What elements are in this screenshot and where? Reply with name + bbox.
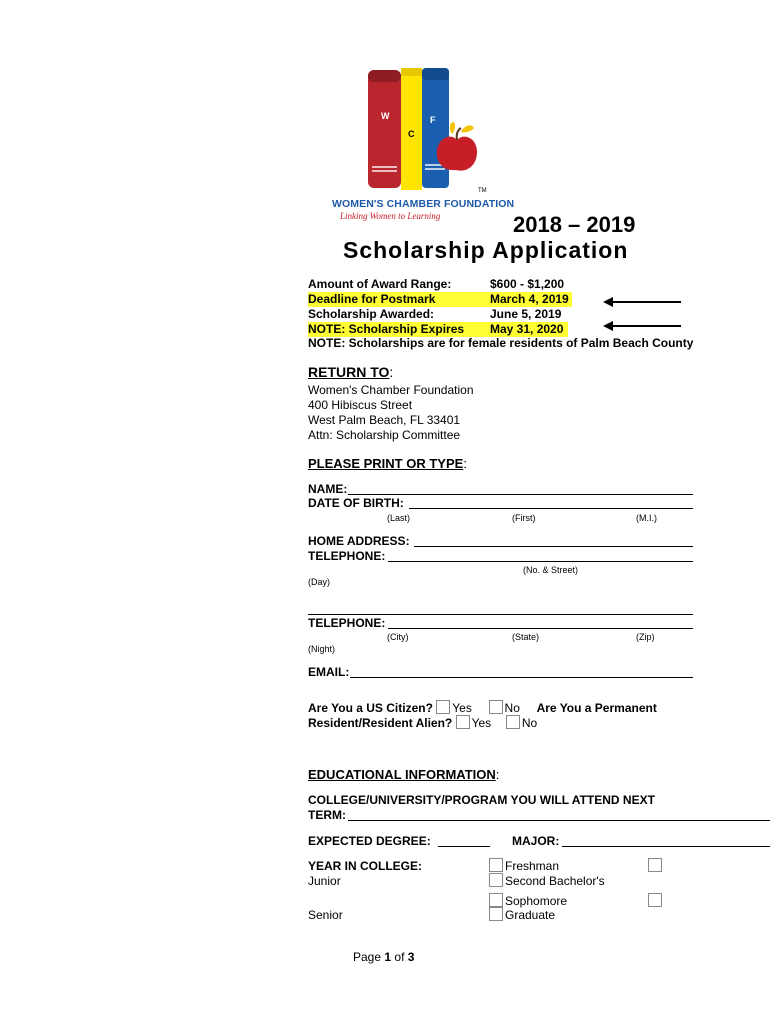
junior-checkbox[interactable] bbox=[648, 858, 662, 872]
second-bachelors-checkbox[interactable] bbox=[489, 873, 503, 887]
print-heading-colon: : bbox=[463, 456, 467, 471]
award-value: May 31, 2020 bbox=[490, 322, 564, 336]
year-option-freshman bbox=[489, 858, 559, 873]
award-label: Deadline for Postmark bbox=[308, 292, 436, 306]
year-option-sophomore bbox=[489, 893, 567, 908]
award-label: Amount of Award Range: bbox=[308, 277, 452, 291]
citizen-row bbox=[308, 700, 657, 715]
logo-org-name: WOMEN'S CHAMBER FOUNDATION bbox=[332, 198, 515, 210]
name-field[interactable] bbox=[348, 482, 693, 495]
telephone-day-label: TELEPHONE: bbox=[308, 549, 386, 563]
address-line: West Palm Beach, FL 33401 bbox=[308, 413, 461, 427]
award-label: Scholarship Awarded: bbox=[308, 307, 435, 321]
night-hint: (Night) bbox=[308, 644, 336, 654]
freshman-label: Freshman bbox=[505, 859, 560, 873]
degree-field[interactable] bbox=[438, 834, 490, 847]
print-heading bbox=[308, 456, 467, 471]
dob-field[interactable] bbox=[409, 496, 693, 509]
title-years: 2018 – 2019 bbox=[513, 212, 636, 237]
college-label: COLLEGE/UNIVERSITY/PROGRAM YOU WILL ATTEND NEXT bbox=[308, 793, 655, 807]
logo-letter-w: W bbox=[381, 111, 390, 121]
name-part-first: (First) bbox=[512, 513, 536, 523]
major-field[interactable] bbox=[562, 834, 770, 847]
arrow-left-icon bbox=[603, 297, 683, 307]
home-address-label: HOME ADDRESS: bbox=[308, 534, 410, 548]
second-bachelors-label: Second Bachelor's bbox=[505, 874, 605, 888]
city-state-zip-field[interactable] bbox=[308, 602, 693, 615]
resident-no-label: No bbox=[521, 716, 538, 730]
dob-label: DATE OF BIRTH: bbox=[308, 496, 404, 510]
citizen-no-label: No bbox=[504, 701, 520, 715]
resident-yes-label: Yes bbox=[471, 716, 492, 730]
award-info bbox=[308, 277, 588, 337]
year-senior: Senior bbox=[308, 908, 343, 922]
award-row bbox=[308, 307, 588, 322]
term-label: TERM: bbox=[308, 808, 346, 822]
zip-hint: (Zip) bbox=[636, 632, 655, 642]
address-line: 400 Hibiscus Street bbox=[308, 398, 413, 412]
no-street-hint: (No. & Street) bbox=[523, 565, 579, 575]
award-value: June 5, 2019 bbox=[490, 307, 562, 321]
award-row-highlighted bbox=[308, 292, 572, 307]
name-label: NAME: bbox=[308, 482, 348, 496]
trademark-mark: TM bbox=[478, 188, 487, 194]
name-part-mi: (M.I.) bbox=[636, 513, 657, 523]
education-heading-colon: : bbox=[495, 767, 500, 782]
name-part-last: (Last) bbox=[387, 513, 411, 523]
permanent-question-1: Are You a Permanent bbox=[536, 701, 657, 715]
email-label: EMAIL: bbox=[308, 665, 350, 679]
return-to-colon: : bbox=[389, 364, 394, 380]
award-value: $600 - $1,200 bbox=[490, 277, 565, 291]
sophomore-label: Sophomore bbox=[505, 894, 568, 908]
email-field[interactable] bbox=[350, 665, 693, 678]
arrow-left-icon bbox=[603, 321, 683, 331]
logo-letter-c: C bbox=[408, 129, 415, 139]
page-number bbox=[353, 950, 414, 964]
permanent-question-2: Resident/Resident Alien? bbox=[308, 716, 453, 730]
logo bbox=[330, 62, 520, 227]
home-address-field[interactable] bbox=[414, 534, 693, 547]
return-address bbox=[308, 383, 474, 443]
graduate-label: Graduate bbox=[505, 908, 556, 922]
college-field[interactable] bbox=[348, 808, 770, 821]
award-row-highlighted bbox=[308, 322, 568, 337]
city-hint: (City) bbox=[387, 632, 409, 642]
freshman-checkbox[interactable] bbox=[489, 858, 503, 872]
year-option-second-bachelors bbox=[489, 873, 605, 888]
resident-no-checkbox[interactable] bbox=[506, 715, 520, 729]
year-junior: Junior bbox=[308, 874, 341, 888]
logo-tagline: Linking Women to Learning bbox=[340, 211, 441, 221]
day-hint: (Day) bbox=[308, 577, 330, 587]
year-label: YEAR IN COLLEGE: bbox=[308, 859, 423, 873]
citizen-yes-label: Yes bbox=[452, 701, 472, 715]
education-heading bbox=[308, 767, 499, 782]
state-hint: (State) bbox=[512, 632, 540, 642]
resident-row bbox=[308, 715, 537, 730]
sophomore-checkbox[interactable] bbox=[489, 893, 503, 907]
senior-checkbox[interactable] bbox=[648, 893, 662, 907]
education-heading-label: EDUCATIONAL INFORMATION bbox=[308, 767, 496, 782]
of-word: of bbox=[394, 950, 405, 964]
books-apple-logo-graphic bbox=[330, 62, 520, 202]
degree-label: EXPECTED DEGREE: bbox=[308, 834, 431, 848]
return-to-label: RETURN TO bbox=[308, 364, 390, 380]
award-value: March 4, 2019 bbox=[490, 292, 569, 306]
logo-letter-f: F bbox=[430, 115, 436, 125]
print-heading-label: PLEASE PRINT OR TYPE bbox=[308, 456, 464, 471]
citizen-question: Are You a US Citizen? bbox=[308, 701, 433, 715]
address-line: Attn: Scholarship Committee bbox=[308, 428, 461, 442]
telephone-night-field[interactable] bbox=[388, 616, 693, 629]
address-line: Women's Chamber Foundation bbox=[308, 383, 474, 397]
citizen-yes-checkbox[interactable] bbox=[436, 700, 450, 714]
return-to-heading bbox=[308, 364, 393, 380]
page-word: Page bbox=[353, 950, 382, 964]
page-title: Scholarship Application bbox=[343, 237, 629, 263]
major-label: MAJOR: bbox=[512, 834, 560, 848]
year-option-graduate bbox=[489, 907, 555, 922]
telephone-night-label: TELEPHONE: bbox=[308, 616, 386, 630]
eligibility-note: NOTE: Scholarships are for female residents of Palm Beach County bbox=[308, 336, 694, 350]
citizen-no-checkbox[interactable] bbox=[489, 700, 503, 714]
page-current: 1 bbox=[384, 950, 392, 964]
resident-yes-checkbox[interactable] bbox=[456, 715, 470, 729]
award-label: NOTE: Scholarship Expires bbox=[308, 322, 465, 336]
graduate-checkbox[interactable] bbox=[489, 907, 503, 921]
award-row bbox=[308, 277, 588, 292]
page-total: 3 bbox=[407, 950, 415, 964]
telephone-day-field[interactable] bbox=[388, 549, 693, 562]
